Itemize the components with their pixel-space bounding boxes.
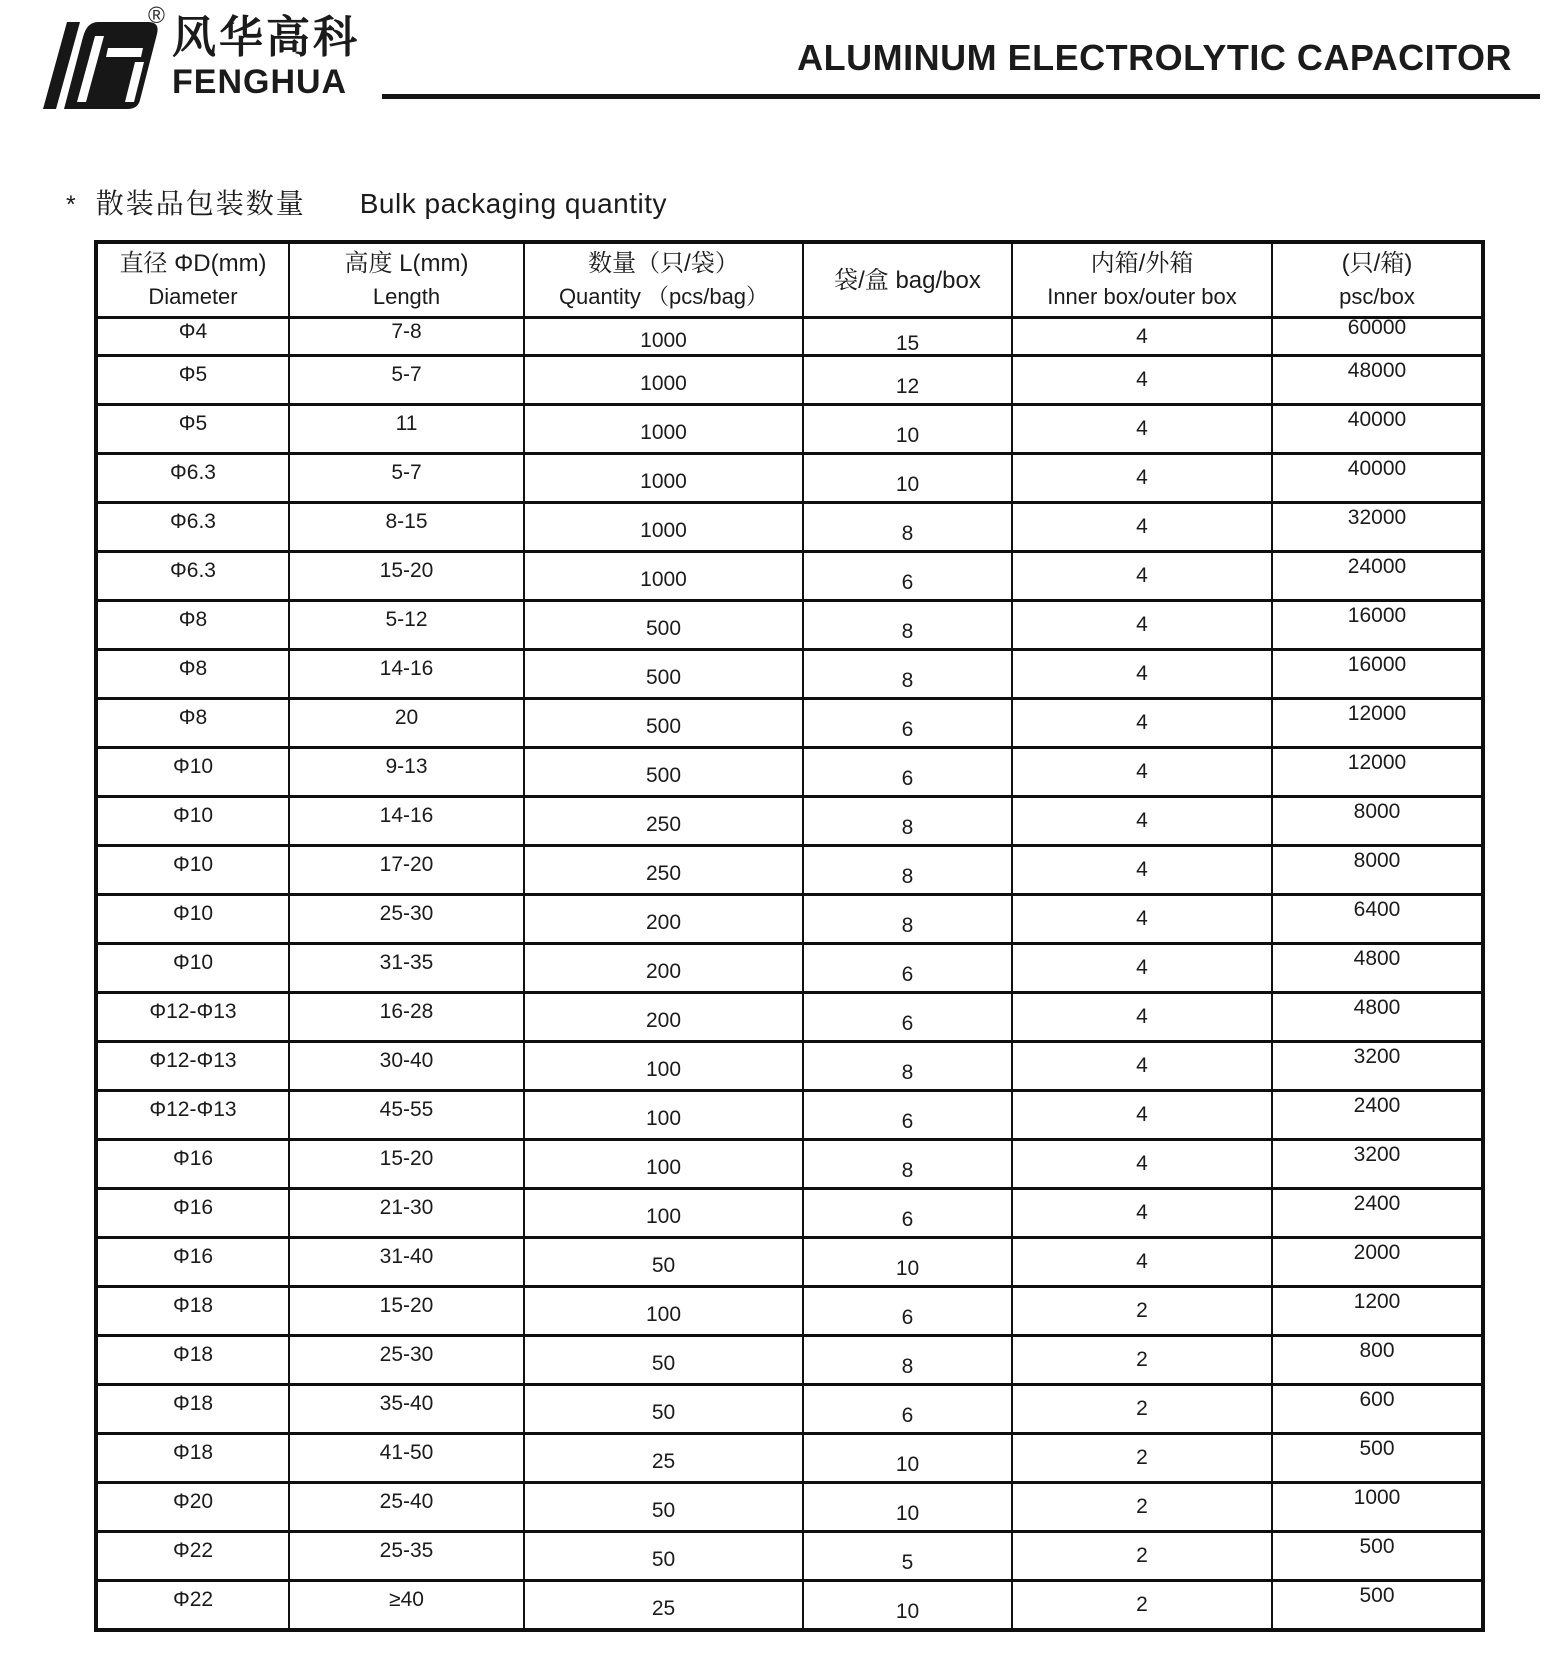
table-cell: Φ10 bbox=[96, 846, 289, 895]
table-cell: 4800 bbox=[1272, 944, 1483, 993]
table-cell: Φ16 bbox=[96, 1140, 289, 1189]
table-cell: 4 bbox=[1012, 699, 1272, 748]
table-cell: 2 bbox=[1012, 1581, 1272, 1630]
table-cell: 9-13 bbox=[289, 748, 524, 797]
table-cell: 4 bbox=[1012, 748, 1272, 797]
table-cell: 200 bbox=[524, 993, 803, 1042]
table-cell: Φ20 bbox=[96, 1483, 289, 1532]
table-cell: 800 bbox=[1272, 1336, 1483, 1385]
table-cell: Φ10 bbox=[96, 895, 289, 944]
table-cell: 25 bbox=[524, 1434, 803, 1483]
table-cell: Φ12-Φ13 bbox=[96, 1091, 289, 1140]
table-cell: 8 bbox=[803, 601, 1012, 650]
table-row bbox=[96, 1091, 1483, 1140]
table-cell: 12 bbox=[803, 356, 1012, 405]
table-cell: 2400 bbox=[1272, 1189, 1483, 1238]
table-row bbox=[96, 1483, 1483, 1532]
table-cell: Φ5 bbox=[96, 405, 289, 454]
table-cell: 8000 bbox=[1272, 797, 1483, 846]
table-cell: Φ18 bbox=[96, 1336, 289, 1385]
table-cell: 8-15 bbox=[289, 503, 524, 552]
table-cell: 4 bbox=[1012, 797, 1272, 846]
table-cell: 10 bbox=[803, 1238, 1012, 1287]
table-cell: 8 bbox=[803, 797, 1012, 846]
title-divider-line bbox=[382, 94, 1540, 99]
table-cell: 16000 bbox=[1272, 601, 1483, 650]
table-cell: 1000 bbox=[524, 503, 803, 552]
table-cell: 4 bbox=[1012, 944, 1272, 993]
table-cell: ≥40 bbox=[289, 1581, 524, 1630]
table-cell: 40000 bbox=[1272, 405, 1483, 454]
table-cell: 100 bbox=[524, 1042, 803, 1091]
column-header-quantity bbox=[524, 242, 803, 318]
table-cell: 4 bbox=[1012, 1042, 1272, 1091]
table-cell: 8 bbox=[803, 1042, 1012, 1091]
table-row bbox=[96, 1042, 1483, 1091]
table-cell: 4 bbox=[1012, 601, 1272, 650]
table-cell: 48000 bbox=[1272, 356, 1483, 405]
column-header-zh: (只/箱) bbox=[1341, 250, 1413, 277]
column-header-length bbox=[289, 242, 524, 318]
table-cell: Φ5 bbox=[96, 356, 289, 405]
column-header-inner-outer-box bbox=[1012, 242, 1272, 318]
table-cell: 2 bbox=[1012, 1287, 1272, 1336]
table-cell: Φ4 bbox=[96, 318, 289, 356]
table-cell: 10 bbox=[803, 405, 1012, 454]
table-cell: 2 bbox=[1012, 1336, 1272, 1385]
table-cell: 4 bbox=[1012, 318, 1272, 356]
table-cell: 500 bbox=[1272, 1434, 1483, 1483]
table-cell: 60000 bbox=[1272, 318, 1483, 356]
table-cell: 4 bbox=[1012, 1140, 1272, 1189]
column-header-en: Inner box/outer box bbox=[1047, 284, 1237, 309]
table-cell: Φ6.3 bbox=[96, 454, 289, 503]
table-row bbox=[96, 748, 1483, 797]
section-heading bbox=[66, 182, 667, 222]
table-cell: 10 bbox=[803, 1483, 1012, 1532]
table-row bbox=[96, 1434, 1483, 1483]
page-title: ALUMINUM ELECTROLYTIC CAPACITOR bbox=[797, 37, 1512, 78]
table-cell: 7-8 bbox=[289, 318, 524, 356]
section-title-english: Bulk packaging quantity bbox=[359, 188, 667, 219]
table-row bbox=[96, 993, 1483, 1042]
table-cell: 1000 bbox=[524, 552, 803, 601]
table-cell: 12000 bbox=[1272, 699, 1483, 748]
brand-name-latin: FENGHUA bbox=[172, 63, 348, 101]
table-cell: 6 bbox=[803, 1385, 1012, 1434]
table-cell: Φ6.3 bbox=[96, 552, 289, 601]
table-cell: Φ8 bbox=[96, 699, 289, 748]
table-cell: 14-16 bbox=[289, 797, 524, 846]
table-cell: 500 bbox=[524, 699, 803, 748]
table-row bbox=[96, 405, 1483, 454]
table-cell: 2 bbox=[1012, 1532, 1272, 1581]
table-cell: 20 bbox=[289, 699, 524, 748]
table-cell: Φ10 bbox=[96, 797, 289, 846]
table-cell: 4 bbox=[1012, 1091, 1272, 1140]
table-cell: 8 bbox=[803, 503, 1012, 552]
table-row bbox=[96, 1385, 1483, 1434]
table-cell: 1000 bbox=[524, 318, 803, 356]
table-cell: Φ22 bbox=[96, 1532, 289, 1581]
table-row bbox=[96, 944, 1483, 993]
table-cell: 500 bbox=[1272, 1581, 1483, 1630]
table-cell: 35-40 bbox=[289, 1385, 524, 1434]
table-row bbox=[96, 1238, 1483, 1287]
table-cell: 15-20 bbox=[289, 552, 524, 601]
table-cell: 2 bbox=[1012, 1385, 1272, 1434]
column-header-en: psc/box bbox=[1339, 284, 1415, 309]
table-cell: 8 bbox=[803, 1336, 1012, 1385]
table-cell: 8 bbox=[803, 846, 1012, 895]
column-header-en: Diameter bbox=[148, 284, 238, 309]
table-cell: 5-12 bbox=[289, 601, 524, 650]
table-cell: 600 bbox=[1272, 1385, 1483, 1434]
table-row bbox=[96, 1532, 1483, 1581]
table-cell: 5-7 bbox=[289, 356, 524, 405]
table-cell: 2 bbox=[1012, 1434, 1272, 1483]
table-cell: 4 bbox=[1012, 895, 1272, 944]
table-cell: 50 bbox=[524, 1385, 803, 1434]
table-cell: 10 bbox=[803, 1434, 1012, 1483]
table-cell: 21-30 bbox=[289, 1189, 524, 1238]
table-cell: 12000 bbox=[1272, 748, 1483, 797]
table-cell: 11 bbox=[289, 405, 524, 454]
table-cell: 16-28 bbox=[289, 993, 524, 1042]
table-cell: 41-50 bbox=[289, 1434, 524, 1483]
table-row bbox=[96, 1140, 1483, 1189]
table-cell: 30-40 bbox=[289, 1042, 524, 1091]
table-cell: 5-7 bbox=[289, 454, 524, 503]
table-cell: Φ16 bbox=[96, 1189, 289, 1238]
table-row bbox=[96, 650, 1483, 699]
column-header-zh: 直径 ΦD(mm) bbox=[119, 250, 267, 277]
bulk-packaging-table bbox=[94, 240, 1485, 1632]
column-header-pcs-box bbox=[1272, 242, 1483, 318]
table-cell: 6 bbox=[803, 944, 1012, 993]
table-cell: 500 bbox=[524, 601, 803, 650]
table-cell: 10 bbox=[803, 1581, 1012, 1630]
table-cell: Φ22 bbox=[96, 1581, 289, 1630]
table-cell: 4 bbox=[1012, 993, 1272, 1042]
table-cell: Φ8 bbox=[96, 650, 289, 699]
table-cell: 8000 bbox=[1272, 846, 1483, 895]
table-cell: Φ12-Φ13 bbox=[96, 1042, 289, 1091]
table-cell: 4 bbox=[1012, 846, 1272, 895]
table-cell: 6 bbox=[803, 699, 1012, 748]
column-header-zh: 数量（只/袋） bbox=[588, 250, 739, 277]
table-cell: 25 bbox=[524, 1581, 803, 1630]
table-cell: 40000 bbox=[1272, 454, 1483, 503]
column-header-en: Quantity （pcs/bag） bbox=[558, 284, 769, 309]
table-cell: 4 bbox=[1012, 1238, 1272, 1287]
table-cell: 6 bbox=[803, 1091, 1012, 1140]
table-cell: 6 bbox=[803, 748, 1012, 797]
table-cell: 1200 bbox=[1272, 1287, 1483, 1336]
table-cell: 15-20 bbox=[289, 1140, 524, 1189]
table-row bbox=[96, 454, 1483, 503]
table-cell: 6 bbox=[803, 993, 1012, 1042]
table-cell: 4 bbox=[1012, 1189, 1272, 1238]
table-row bbox=[96, 895, 1483, 944]
table-cell: 6 bbox=[803, 1189, 1012, 1238]
table-header-row bbox=[96, 242, 1483, 318]
table-cell: 50 bbox=[524, 1238, 803, 1287]
table-cell: 5 bbox=[803, 1532, 1012, 1581]
column-header-zh: 高度 L(mm) bbox=[344, 250, 469, 277]
table-row bbox=[96, 503, 1483, 552]
table-cell: 32000 bbox=[1272, 503, 1483, 552]
table-cell: 250 bbox=[524, 846, 803, 895]
table-cell: 1000 bbox=[1272, 1483, 1483, 1532]
table-cell: 50 bbox=[524, 1532, 803, 1581]
brand-name-chinese: 风华高科 bbox=[172, 13, 360, 62]
table-row bbox=[96, 1189, 1483, 1238]
table-cell: 250 bbox=[524, 797, 803, 846]
table-cell: 4 bbox=[1012, 454, 1272, 503]
table-cell: 14-16 bbox=[289, 650, 524, 699]
table-cell: 15 bbox=[803, 318, 1012, 356]
column-header-zh: 袋/盒 bag/box bbox=[834, 266, 981, 294]
column-header-en: Length bbox=[372, 284, 441, 309]
table-cell: 100 bbox=[524, 1140, 803, 1189]
table-row bbox=[96, 601, 1483, 650]
table-cell: 3200 bbox=[1272, 1140, 1483, 1189]
table-cell: 8 bbox=[803, 650, 1012, 699]
table-cell: 4800 bbox=[1272, 993, 1483, 1042]
table-cell: Φ10 bbox=[96, 944, 289, 993]
table-cell: 2000 bbox=[1272, 1238, 1483, 1287]
table-row bbox=[96, 1287, 1483, 1336]
table-body bbox=[96, 315, 1483, 1630]
table-cell: 31-40 bbox=[289, 1238, 524, 1287]
table-cell: 8 bbox=[803, 895, 1012, 944]
table-cell: 25-35 bbox=[289, 1532, 524, 1581]
table-cell: 500 bbox=[1272, 1532, 1483, 1581]
table-cell: 10 bbox=[803, 454, 1012, 503]
table-cell: 100 bbox=[524, 1091, 803, 1140]
table-cell: 1000 bbox=[524, 454, 803, 503]
table-cell: Φ8 bbox=[96, 601, 289, 650]
table-cell: 15-20 bbox=[289, 1287, 524, 1336]
table-cell: Φ18 bbox=[96, 1287, 289, 1336]
table-cell: 25-40 bbox=[289, 1483, 524, 1532]
table-cell: 6 bbox=[803, 552, 1012, 601]
table-cell: 500 bbox=[524, 650, 803, 699]
table-cell: Φ18 bbox=[96, 1434, 289, 1483]
table-cell: 100 bbox=[524, 1287, 803, 1336]
table-cell: 200 bbox=[524, 944, 803, 993]
table-row bbox=[96, 699, 1483, 748]
table-cell: 2400 bbox=[1272, 1091, 1483, 1140]
section-asterisk: * bbox=[66, 191, 76, 219]
table-cell: Φ6.3 bbox=[96, 503, 289, 552]
table-cell: 45-55 bbox=[289, 1091, 524, 1140]
table-cell: 100 bbox=[524, 1189, 803, 1238]
table-header bbox=[96, 242, 1483, 318]
table-cell: Φ12-Φ13 bbox=[96, 993, 289, 1042]
table-row bbox=[96, 797, 1483, 846]
table-cell: 50 bbox=[524, 1483, 803, 1532]
registered-trademark-icon: ® bbox=[148, 2, 165, 28]
table-row bbox=[96, 552, 1483, 601]
table-row bbox=[96, 356, 1483, 405]
table-cell: 50 bbox=[524, 1336, 803, 1385]
section-title-chinese: 散装品包装数量 bbox=[95, 188, 306, 219]
table-cell: 25-30 bbox=[289, 895, 524, 944]
brand-block bbox=[172, 13, 360, 101]
table-cell: 4 bbox=[1012, 356, 1272, 405]
table-row bbox=[96, 1581, 1483, 1630]
table-row bbox=[96, 1336, 1483, 1385]
table-cell: 4 bbox=[1012, 552, 1272, 601]
table-cell: 17-20 bbox=[289, 846, 524, 895]
table-cell: Φ10 bbox=[96, 748, 289, 797]
table-cell: 31-35 bbox=[289, 944, 524, 993]
table-row bbox=[96, 318, 1483, 356]
table-cell: 4 bbox=[1012, 650, 1272, 699]
table-row bbox=[96, 846, 1483, 895]
fenghua-logo-icon bbox=[36, 12, 166, 112]
column-header-bag-box bbox=[803, 242, 1012, 318]
table-cell: 4 bbox=[1012, 503, 1272, 552]
table-cell: 200 bbox=[524, 895, 803, 944]
table-cell: 3200 bbox=[1272, 1042, 1483, 1091]
table-cell: Φ18 bbox=[96, 1385, 289, 1434]
column-header-diameter bbox=[96, 242, 289, 318]
table-cell: 6 bbox=[803, 1287, 1012, 1336]
column-header-zh: 内箱/外箱 bbox=[1090, 250, 1194, 277]
table-cell: 500 bbox=[524, 748, 803, 797]
table-cell: 25-30 bbox=[289, 1336, 524, 1385]
table-cell: 6400 bbox=[1272, 895, 1483, 944]
table-cell: Φ16 bbox=[96, 1238, 289, 1287]
table-cell: 8 bbox=[803, 1140, 1012, 1189]
table-cell: 1000 bbox=[524, 405, 803, 454]
table-cell: 4 bbox=[1012, 405, 1272, 454]
table-cell: 2 bbox=[1012, 1483, 1272, 1532]
table-cell: 16000 bbox=[1272, 650, 1483, 699]
table-cell: 1000 bbox=[524, 356, 803, 405]
table-cell: 24000 bbox=[1272, 552, 1483, 601]
